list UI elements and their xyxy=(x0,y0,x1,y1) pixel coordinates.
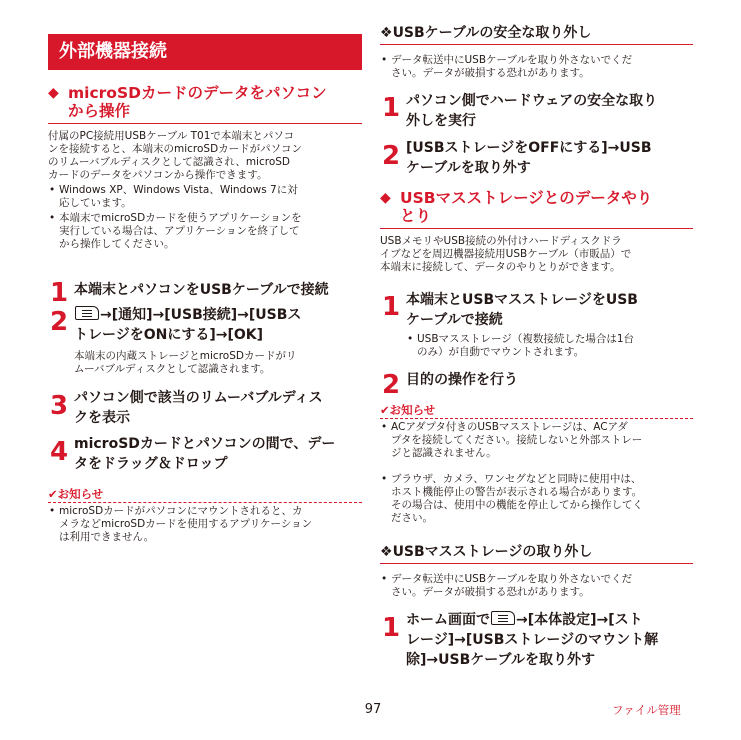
bullet-item xyxy=(380,573,693,599)
section-heading-mass-storage xyxy=(380,189,693,229)
sub-line: ムーバブルディスクとして認識されます。 xyxy=(74,363,271,375)
section-title-line: microSDカードのデータをパソコン xyxy=(68,84,327,102)
step-text xyxy=(406,370,693,390)
check-icon: ✔ xyxy=(48,487,58,501)
bullet-line: さい。データが破損する恐れがあります。 xyxy=(391,67,590,79)
step-line: レージ]→[USBストレージのマウント解 xyxy=(406,632,659,648)
bullet-dot: • xyxy=(381,54,388,66)
step-number: 2 xyxy=(50,307,69,337)
bullet-dot: • xyxy=(381,573,388,585)
step-line: 本端末とパソコンをUSBケーブルで接続 xyxy=(74,282,329,298)
step-line: クを表示 xyxy=(74,410,130,426)
step-text xyxy=(406,138,693,178)
step-line-text: ホーム画面で xyxy=(406,612,490,628)
intro-line: 本端末に接続して、データのやりとりができます。 xyxy=(380,261,621,273)
step-number: 3 xyxy=(50,391,69,421)
intro-line: 付属のPC接続用USBケーブル T01で本端末とパソコ xyxy=(48,130,295,142)
bullet-dot: • xyxy=(407,333,414,345)
sub-line: 本端末の内蔵ストレージとmicroSDカードがリ xyxy=(74,350,297,362)
intro-paragraph xyxy=(48,130,362,182)
step-line xyxy=(406,610,693,630)
step-line xyxy=(74,305,364,325)
bullet-line: から操作してください。 xyxy=(59,238,175,250)
step-number: 1 xyxy=(50,278,69,308)
note-title: お知らせ xyxy=(389,403,436,417)
bullet-line: さい。データが破損する恐れがあります。 xyxy=(391,586,590,598)
step-text xyxy=(74,305,364,345)
note-heading xyxy=(380,403,693,419)
intro-line: USBメモリやUSB接続の外付けハードディスクドラ xyxy=(380,235,622,247)
intro-line: のリムーバブルディスクとして認識され、microSD xyxy=(48,156,290,168)
subsection-heading-safe-removal xyxy=(380,24,693,45)
step-text xyxy=(406,610,693,670)
note-heading xyxy=(48,487,362,503)
step-number: 2 xyxy=(382,141,401,171)
step-line: 目的の操作を行う xyxy=(406,372,518,388)
bullet-line: microSDカードがパソコンにマウントされると、カ xyxy=(59,505,303,517)
intro-line: カードのデータをパソコンから操作できます。 xyxy=(48,169,268,181)
sparkle-icon: ❖ xyxy=(380,25,393,41)
section-title-line: USBマスストレージとのデータやり xyxy=(400,189,653,207)
subsection-heading-mass-removal xyxy=(380,543,693,564)
bullet-dot: • xyxy=(49,505,56,517)
note-title: お知らせ xyxy=(57,487,104,501)
step-number: 2 xyxy=(382,370,401,400)
bullet-line: ジと認識されません。 xyxy=(391,447,497,459)
diamond-icon: ◆ xyxy=(380,190,391,206)
chapter-banner xyxy=(48,34,362,70)
step-line: タをドラッグ＆ドロップ xyxy=(74,456,228,472)
bullet-dot: • xyxy=(49,212,56,224)
bullet-line: ACアダプタ付きのUSBマスストレージは、ACアダ xyxy=(391,421,628,433)
intro-line: イブなどを周辺機器接続用USBケーブル（市販品）で xyxy=(380,248,632,260)
note-bullet xyxy=(380,473,693,525)
step-line: 本端末とUSBマスストレージをUSB xyxy=(406,292,638,308)
step-sub-bullet xyxy=(406,333,693,359)
sparkle-icon: ❖ xyxy=(380,544,393,560)
footer-section-label: ファイル管理 xyxy=(612,703,681,717)
step-line: トレージをONにする]→[OK] xyxy=(74,327,264,343)
bullet-line: USBマスストレージ（複数接続した場合は1台 xyxy=(417,333,635,345)
step-text xyxy=(74,388,364,428)
intro-paragraph xyxy=(380,235,693,274)
intro-line: ンを接続すると、本端末のmicroSDカードがパソコン xyxy=(48,143,302,155)
bullet-line: データ転送中にUSBケーブルを取り外さないでくだ xyxy=(391,573,633,585)
bullet-line: Windows XP、Windows Vista、Windows 7に対 xyxy=(59,184,298,196)
section-title-line: とり xyxy=(400,207,432,225)
bullet-line: ださい。 xyxy=(391,512,433,524)
bullet-line: メラなどmicroSDカードを使用するアプリケーション xyxy=(59,518,313,530)
step-line: microSDカードとパソコンの間で、デー xyxy=(74,436,336,452)
bullet-item xyxy=(48,184,362,210)
bullet-line: データ転送中にUSBケーブルを取り外さないでくだ xyxy=(391,54,633,66)
bullet-line: 本端末でmicroSDカードを使うアプリケーションを xyxy=(59,212,302,224)
bullet-line: のみ）が自動でマウントされます。 xyxy=(417,346,585,358)
step-text xyxy=(406,290,693,330)
bullet-dot: • xyxy=(381,421,388,433)
step-line: 外しを実行 xyxy=(406,113,476,129)
bullet-line: ホスト機能停止の警告が表示される場合があります。 xyxy=(391,486,643,498)
bullet-line: プタを接続してください。接続しないと外部ストレー xyxy=(391,434,643,446)
step-line: ケーブルで接続 xyxy=(406,312,503,328)
bullet-line: その場合は、使用中の機能を停止してから操作してく xyxy=(391,499,643,511)
step-number: 1 xyxy=(382,292,401,322)
bullet-line: 応しています。 xyxy=(59,197,132,209)
bullet-dot: • xyxy=(49,184,56,196)
diamond-icon: ◆ xyxy=(48,85,59,101)
step-line: 除]→USBケーブルを取り外す xyxy=(406,652,595,668)
step-line: パソコン側でハードウェアの安全な取り xyxy=(406,93,658,109)
step-text xyxy=(406,91,693,131)
section-heading-microsd xyxy=(48,84,362,124)
step-line-text: →[通知]→[USB接続]→[USBス xyxy=(100,307,302,323)
step-number: 1 xyxy=(382,93,401,123)
step-number: 1 xyxy=(382,613,401,643)
subsection-title: USBケーブルの安全な取り外し xyxy=(392,25,592,41)
bullet-line: は利用できません。 xyxy=(59,531,155,543)
subsection-title: USBマスストレージの取り外し xyxy=(392,544,593,560)
bullet-item xyxy=(48,212,362,251)
step-line: パソコン側で該当のリムーバブルディス xyxy=(74,390,323,406)
step-line-text: →[本体設定]→[スト xyxy=(516,612,643,628)
step-sub-text xyxy=(74,350,364,376)
chapter-title: 外部機器接続 xyxy=(59,41,167,62)
bullet-line: 実行している場合は、アプリケーションを終了して xyxy=(59,225,300,237)
menu-key-icon xyxy=(75,306,99,320)
note-bullet xyxy=(48,505,362,544)
step-line: [USBストレージをOFFにする]→USB xyxy=(406,140,652,156)
page-number: 97 xyxy=(364,702,382,717)
section-title-line: から操作 xyxy=(68,102,131,120)
bullet-item xyxy=(380,54,693,80)
step-line: ケーブルを取り外す xyxy=(406,160,531,176)
note-bullet xyxy=(380,421,693,460)
step-text xyxy=(74,434,364,474)
check-icon: ✔ xyxy=(380,403,390,417)
step-number: 4 xyxy=(50,437,69,467)
step-text xyxy=(74,280,364,300)
bullet-dot: • xyxy=(381,473,388,485)
menu-key-icon xyxy=(491,611,515,625)
bullet-line: ブラウザ、カメラ、ワンセグなどと同時に使用中は、 xyxy=(391,473,642,485)
